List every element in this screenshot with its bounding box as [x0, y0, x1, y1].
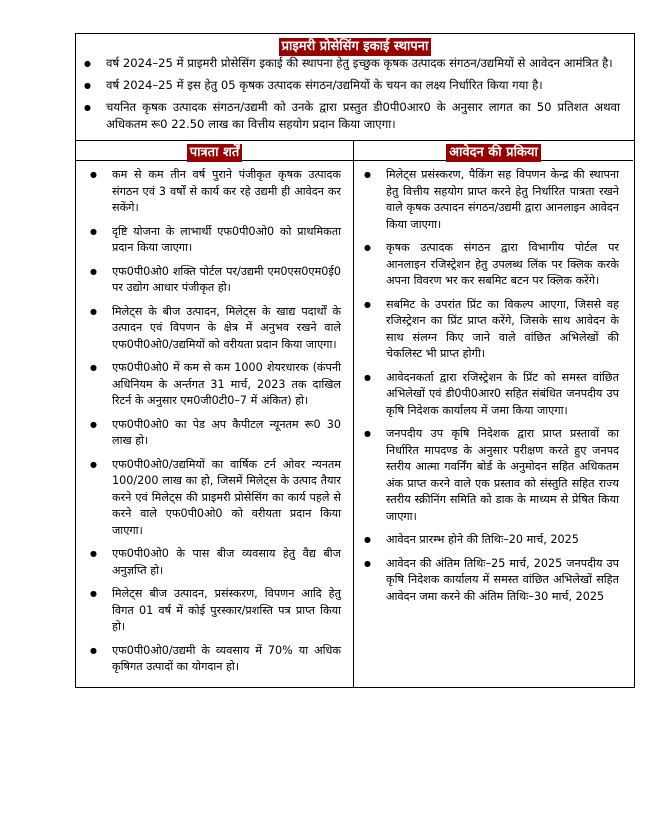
eligibility-point: ● एफ0पी0ओ0 के पास बीज व्यवसाय हेतु वैद्य बीज अनुज्ञप्ति हो। — [112, 546, 341, 579]
process-heading: आवेदन की प्रकिया — [446, 144, 541, 162]
eligibility-point: ● मिलेट्स बीज उत्पादन, प्रसंस्करण, विपणन आदि हेतु विगत 01 वर्ष में कोई पुरस्कार/प्रशस्ति पत्र प्राप्त किया हो। — [112, 586, 341, 636]
eligibility-heading: पात्रता शर्तें — [187, 144, 242, 162]
process-point: ● कृषक उत्पादक संगठन द्वारा विभागीय पोर्टल पर आनलाइन रजिस्ट्रेशन हेतु उपलब्ध लिंक पर क्लिक करके अपना विवरण भर कर सबमिट बटन पर क्लिक करेंगे। — [386, 240, 619, 290]
eligibility-point: ● एफ0पी0ओ0/उद्यमियों का वार्षिक टर्न ओवर न्यनतम 100/200 लाख का हो, जिसमें मिलेट्स के उत्पाद तैयार करने एवं मिलेट्स की प्राइमरी प्रोसेसिंग का कार्य पहले से करने वाले एफ0पी0ओ0 को वरीयता प्रदान किया जाएगा। — [112, 457, 341, 540]
process-header-cell — [354, 141, 633, 161]
eligibility-column — [76, 141, 354, 687]
title-row — [76, 34, 634, 55]
eligibility-point: ● एफ0पी0ओ0 का पेड अप कैपीटल न्यूनतम रू0 30 लाख हो। — [112, 417, 341, 450]
eligibility-list — [76, 161, 353, 687]
eligibility-point: ● कम से कम तीन वर्ष पुराने पंजीकृत कृषक उत्पादक संगठन एवं 3 वर्षों से कार्य कर रहे उद्यमी ही आवेदन कर सकेंगे। — [112, 167, 341, 217]
intro-point: ● वर्ष 2024–25 में इस हेतु 05 कृषक उत्पादक संगठन/उद्यमियों के चयन का लक्ष्य निर्धारित किया गया है। — [106, 77, 620, 94]
process-point: ● आवेदनकर्ता द्वारा रजिस्ट्रेशन के प्रिंट को समस्त वांछित अभिलेखों एवं डी0पी0आर0 सहित संबंधित जनपदीय उप कृषि निदेशक कार्यालय में जमा किया जाएगा। — [386, 370, 619, 420]
eligibility-header-cell — [76, 141, 353, 161]
scheme-table — [75, 33, 635, 688]
eligibility-point: ● एफ0पी0ओ0 शक्ति पोर्टल पर/उद्यमी एम0एस0एम0ई0 पर उद्योग आधार पंजीकृत हो। — [112, 264, 341, 297]
eligibility-point: ● एफ0पी0ओ0 में कम से कम 1000 शेयरधारक (कंपनी अधिनियम के अर्न्तगत 31 मार्च, 2023 तक दाखिल रिटर्न के अनुसार एम0जी0टी0–7 में अंकित) हो। — [112, 360, 341, 410]
process-list — [354, 161, 633, 616]
process-point: ● सबमिट के उपरांत प्रिंट का विकल्प आएगा, जिससे वह रजिस्ट्रेशन का प्रिंट प्राप्त करेंगे, जिसके साथ आवेदन के साथ संलग्न किए जाने वाले वांछित अभिलेखों की चेकलिस्ट भी प्राप्त होगी। — [386, 297, 619, 363]
intro-point: ● चयनित कृषक उत्पादक संगठन/उद्यमी को उनके द्वारा प्रस्तुत डी0पी0आर0 के अनुसार लागत का 50 प्रतिशत अथवा अधिकतम रू0 22.50 लाख का वित्तीय सहयोग प्रदान किया जाएगा। — [106, 99, 620, 133]
intro-list — [76, 55, 634, 140]
eligibility-point: ● दृष्टि योजना के लाभार्थी एफ0पी0ओ0 को प्राथमिकता प्रदान किया जाएगा। — [112, 224, 341, 257]
two-column-section — [76, 140, 634, 687]
process-point: ● आवेदन प्रारम्भ होने की तिथिः–20 मार्च, 2025 — [386, 532, 619, 549]
eligibility-point: ● मिलेट्स के बीज उत्पादन, मिलेट्स के खाद्य पदार्थों के उत्पादन एवं विपणन के क्षेत्र में अनुभव रखने वाले एफ0पी0ओ0/उद्यमियों को वरीयता प्रदान किया जाएगा। — [112, 304, 341, 354]
process-column — [354, 141, 633, 687]
eligibility-point: ● एफ0पी0ओ0/उद्यमी के व्यवसाय में 70% या अधिक कृषिगत उत्पादों का योगदान हो। — [112, 643, 341, 676]
process-point: ● जनपदीय उप कृषि निदेशक द्वारा प्राप्त प्रस्तावों का निर्धारित मापदण्ड के अनुसार परीक्षण करते हुए जनपद स्तरीय आत्मा गवर्निंग बोर्ड के अनुमोदन सहित अधिकतम अंक प्राप्त करने वाले एक प्रस्ताव को संस्तुति सहित राज्य स्तरीय स्क्रीनिंग समिति को डाक के माध्यम से प्रेषित किया जाएगा। — [386, 426, 619, 525]
process-point: ● मिलेट्स प्रसंस्करण, पैकिंग सह विपणन केन्द्र की स्थापना हेतु वित्तीय सहयोग प्राप्त करने हेतु निर्धारित पात्रता रखने वाले कृषक उत्पादन संगठन/उद्यमी द्वारा आनलाइन आवेदन किया जाएगा। — [386, 167, 619, 233]
document-title: प्राइमरी प्रोसेसिंग इकाई स्थापना — [279, 38, 432, 56]
process-point: ● आवेदन की अंतिम तिथिः–25 मार्च, 2025 जनपदीय उप कृषि निदेशक कार्यालय में समस्त वांछित अभिलेखों सहित आवेदन जमा करने की अंतिम तिथिः–30 मार्च, 2025 — [386, 556, 619, 606]
intro-point: ● वर्ष 2024–25 में प्राइमरी प्रोसेसिंग इकाई की स्थापना हेतु इच्छुक कृषक उत्पादक संगठन/उद्यमियों से आवेदन आमंत्रित है। — [106, 55, 620, 72]
